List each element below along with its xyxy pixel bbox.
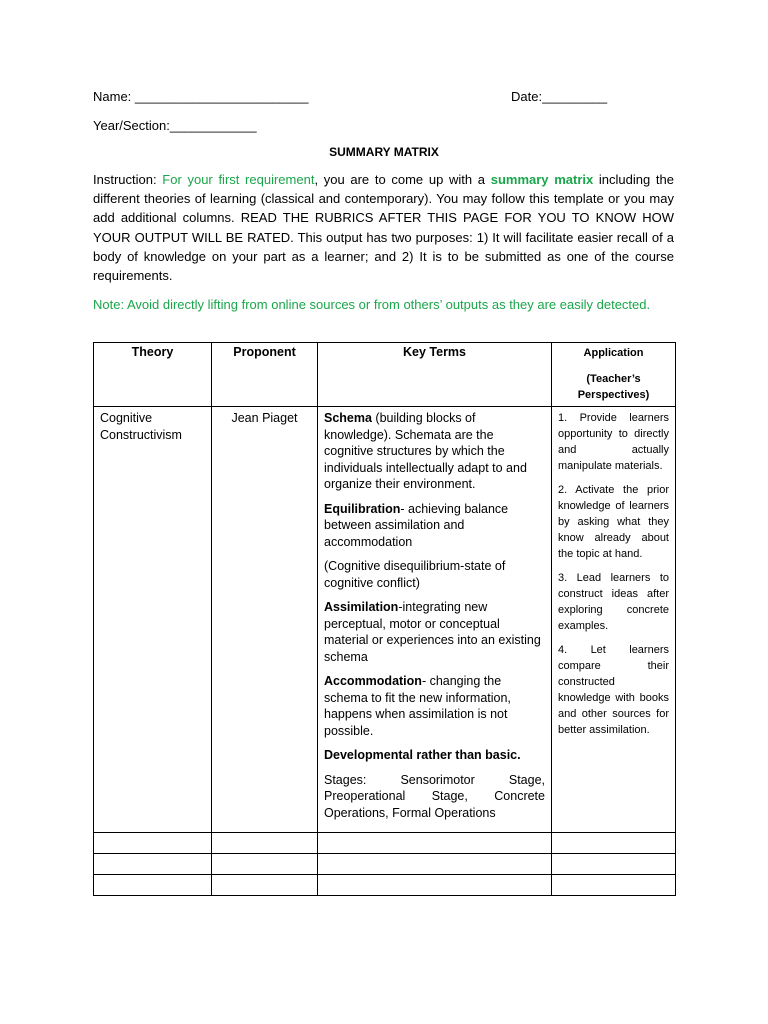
table-row-empty — [94, 875, 676, 896]
note-paragraph: Note: Avoid directly lifting from online sources or from others’ outputs as they are easily detected. — [93, 297, 651, 312]
application-item: 4. Let learners compare their constructed knowledge with books and other sources for better assimilation. — [558, 644, 669, 736]
key-term-stages: Stages: Sensorimotor Stage, Preoperational Stage, Concrete Operations, Formal Operations — [324, 772, 545, 820]
empty-cell[interactable] — [212, 833, 318, 854]
instruction-paragraph — [93, 170, 674, 285]
header-proponent: Proponent — [212, 343, 318, 407]
key-term-assimilation: Assimilation-integrating new perceptual, motor or conceptual material or experiences into an existing schema — [324, 600, 541, 664]
header-application-title: Application — [583, 347, 644, 359]
empty-cell[interactable] — [318, 833, 552, 854]
empty-cell[interactable] — [94, 854, 212, 875]
instruction-label: Instruction: — [93, 172, 163, 187]
cell-proponent: Jean Piaget — [212, 407, 318, 833]
application-item: 3. Lead learners to construct ideas after exploring concrete examples. — [558, 572, 669, 632]
table-row — [94, 407, 676, 833]
cell-application — [552, 407, 676, 833]
empty-cell[interactable] — [552, 875, 676, 896]
key-term-equilibration: Equilibration- achieving balance between assimilation and accommodation — [324, 501, 509, 549]
cell-theory: Cognitive Constructivism — [94, 407, 212, 833]
empty-cell[interactable] — [94, 833, 212, 854]
key-term-disequilibrium: (Cognitive disequilibrium-state of cognitive conflict) — [324, 559, 506, 590]
year-section-field: Year/Section:____________ — [93, 118, 257, 133]
key-term-accommodation: Accommodation- changing the schema to fit the new information, happens when assimilation is not possible. — [324, 674, 511, 738]
instruction-text-1: , you are to come up with a — [314, 172, 491, 187]
name-field: Name: ________________________ — [93, 89, 309, 104]
table-row-empty — [94, 833, 676, 854]
key-term-developmental: Developmental rather than basic. — [324, 748, 521, 762]
empty-cell[interactable] — [94, 875, 212, 896]
key-term-schema: Schema (building blocks of knowledge). Schemata are the cognitive structures by which the individuals intellectually adapt to and organize their environment. — [324, 411, 527, 491]
empty-cell[interactable] — [212, 875, 318, 896]
date-field: Date:_________ — [511, 89, 608, 104]
empty-cell[interactable] — [212, 854, 318, 875]
header-application — [552, 343, 676, 407]
table-row-empty — [94, 854, 676, 875]
empty-cell[interactable] — [318, 854, 552, 875]
header-application-subtitle: (Teacher’s Perspectives) — [577, 373, 650, 401]
header-theory: Theory — [94, 343, 212, 407]
empty-cell[interactable] — [552, 854, 676, 875]
application-item: 1. Provide learners opportunity to directly and actually manipulate materials. — [558, 412, 669, 472]
instruction-text-2: including the different theories of learning (classical and contemporary). You may follow this template or you may add additional columns. READ THE RUBRICS AFTER THIS PAGE FOR YOU TO KNOW HOW YOUR OUTPUT WILL BE RATED. This output has two purposes: 1) It will facilitate easier recall of a body of knowledge on your part as a learner; and 2) It is to be submitted as one of the course requirements. — [93, 172, 674, 284]
table-header-row — [94, 343, 676, 407]
summary-matrix-table — [93, 342, 676, 896]
instruction-highlight-requirement: For your first requirement — [162, 172, 315, 187]
cell-key-terms — [318, 407, 552, 833]
instruction-highlight-matrix: summary matrix — [490, 172, 594, 187]
empty-cell[interactable] — [318, 875, 552, 896]
header-key-terms: Key Terms — [318, 343, 552, 407]
document-title: SUMMARY MATRIX — [329, 145, 439, 159]
application-item: 2. Activate the prior knowledge of learners by asking what they know already about the topic at hand. — [558, 484, 669, 560]
empty-cell[interactable] — [552, 833, 676, 854]
